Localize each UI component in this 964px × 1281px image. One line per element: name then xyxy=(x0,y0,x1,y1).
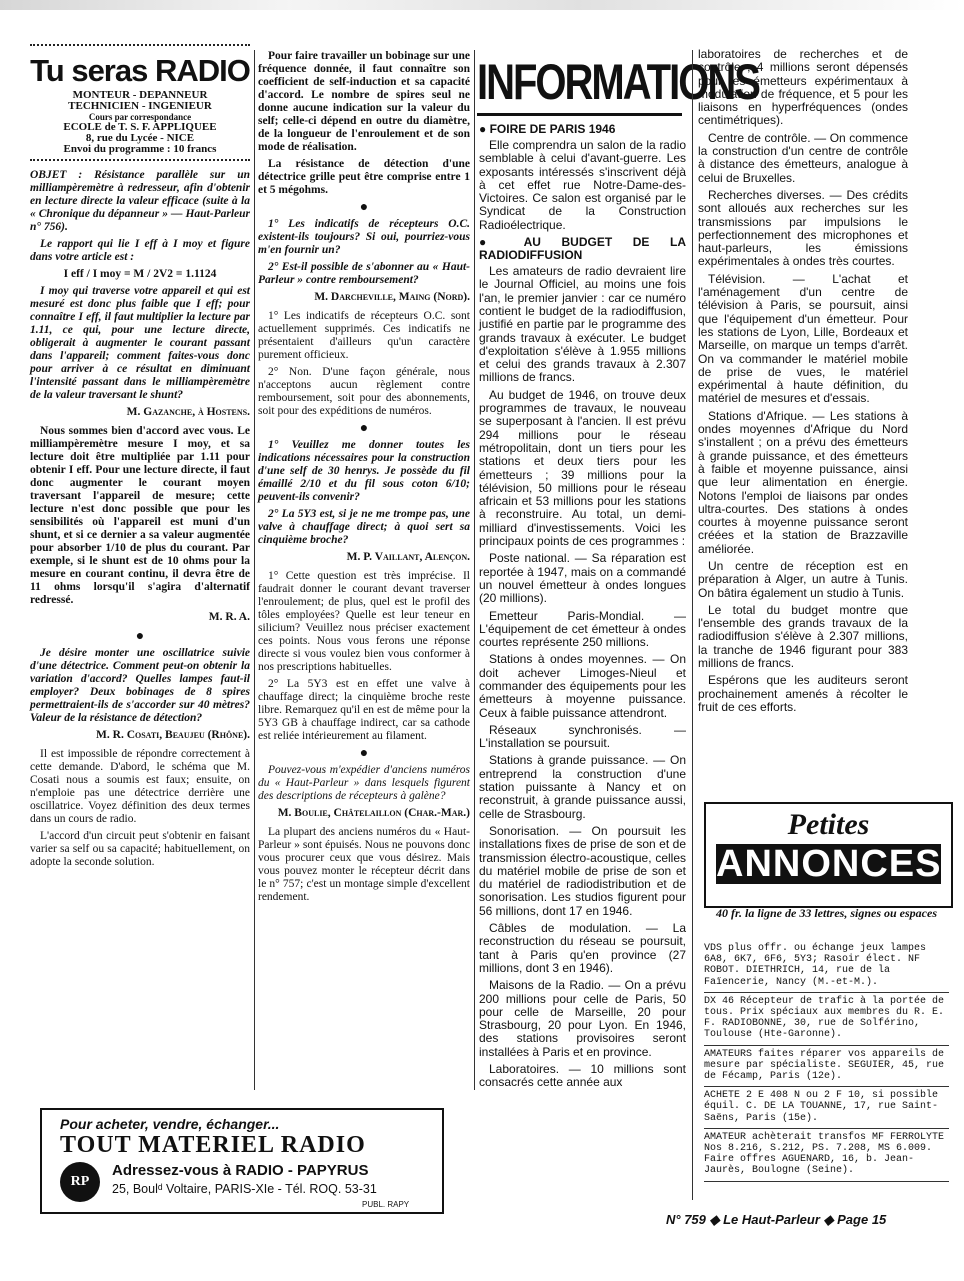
ad-credit: PUBL. RAPY xyxy=(362,1200,410,1209)
divider xyxy=(30,159,250,165)
column-4 xyxy=(698,48,908,718)
scan-top-edge xyxy=(0,0,964,10)
signature: M. R. Cosati, Beaujeu (Rhône). xyxy=(96,729,250,741)
news-heading: ● FOIRE DE PARIS 1946 xyxy=(479,122,616,136)
classified-ad: ACHETE 2 E 408 N ou 2 F 10, si possible équil. C. DE LA TOUANNE, 17, rue Saint-Saëns, Paris (15e). xyxy=(704,1087,949,1129)
classifieds-script-title: Petites xyxy=(787,808,870,841)
section-headline: INFORMATIONS xyxy=(477,55,759,110)
signature: M. P. Vaillant, Alençon. xyxy=(346,551,470,563)
question-text: I moy qui traverse votre appareil et qui est mesuré est donc plus faible que I eff; pour connaître I eff, il faut multiplier la lecture par 1.11, ce qui, pour une lecture directe, obligerait à augmenter le courant passant dans l'appareil; comment faites-vous donc pour arriver à ce résultat en diminuant l'intensité passant dans le milliampèremètre de la valeur traversant le shunt? xyxy=(30,285,250,401)
answer-text: Pour faire travailler un bobinage sur une fréquence donnée, il faut connaître son coefficient de self-induction et sa capacité d'accord. Le nombre de spires seul ne donne aucune indication sur la valeur du self; celle-ci dépend en outre du diamètre, de la longueur de l'enroulement et de son mode de réalisation. xyxy=(258,50,470,153)
classified-ad: DX 46 Récepteur de trafic à la portée de tous. Prix spéciaux aux membres du R. E. F. RADIOBONNE, 30, rue de Solférino, Toulouse (Hte-Garonne). xyxy=(704,993,949,1046)
page-footer: N° 759 ◆ Le Haut-Parleur ◆ Page 15 xyxy=(666,1212,887,1227)
classifieds-title: ANNONCES xyxy=(716,843,942,885)
news-text: Poste national. — Sa réparation est reportée à 1947, mais on a commandé un nouvel émetteur à ondes longues (20 millions). xyxy=(479,551,686,606)
ad-line: Envoi du programme : 10 francs xyxy=(63,143,217,155)
question-text: 1° Les indicatifs de récepteurs O.C. existent-ils toujours? Si oui, pourriez-vous m'en fournir un? xyxy=(258,218,470,256)
news-text: Les amateurs de radio devraient lire le Journal Officiel, au moins une fois l'an, le premier janvier : car ce numéro contient le budget de la radiodiffusion, justifié en partie par le programme des grands travaux à exécuter. Le budget d'exploitation s'élève à 1.955 millions et celui des grands travaux à 2.307 millions de francs. xyxy=(479,264,686,385)
answer-text: 2° La 5Y3 est en effet une valve à chauffage direct; la cinquième broche reste libre. Remarquez qu'il en est de même pour la 5Y3 GB à chauffage indirect, car sa cathode est reliée intérieurement au filament. xyxy=(258,678,470,742)
ad-headline: TOUT MATERIEL RADIO xyxy=(60,1132,366,1158)
news-text: Sonorisation. — On poursuit les installations fixes de prise de son et de transmission électro-acoustique, celles du matériel mobile de prise de son et du matériel de radiodistribution et de sonorisation. Les studios figurent pour 56 millions, dont 17 en 1946. xyxy=(479,823,686,918)
question-text: Pouvez-vous m'expédier d'anciens numéros du « Haut-Parleur » dans lesquels figurent des descriptions de récepteurs à galène? xyxy=(258,764,470,802)
answer-text: Nous sommes bien d'accord avec vous. Le milliampèremètre mesure I moy, et sa lecture doit être multipliée par 1.11 pour obtenir I eff. Pour une lecture directe, il faut donc augmenter le courant moyen traversant l'appareil de mesure; cette lecture n'est donc possible que pour les sensibilités où l'appareil est muni d'un shunt, et si ce dernier a sa valeur augmentée pour absorber 1/10 de plus du courant. Par exemple, si le shunt est de 10 ohms pour la mesure en courant continu, il devra être de 11 ohms lorsqu'il s'agira d'alternatif redressé. xyxy=(30,425,250,606)
news-text: Au budget de 1946, on trouve deux programmes de travaux, le nouveau se superposant à l'ancien. Il est prévu 294 millions pour le réseau métropolitain, dont un tiers pour les stations et deux tiers pour les émetteurs ; 39 millions pour la télévision, 50 millions pour le réseau africain et 53 millions pour les stations à reconstruire. Au total, un demi-milliard d'investissements. Voici les principaux points de ces programmes : xyxy=(479,387,686,549)
radio-papyrus-ad xyxy=(40,1108,444,1214)
ad-line: MONTEUR - DEPANNEUR xyxy=(72,89,208,101)
ad-line: ECOLE de T. S. F. APPLIQUEE xyxy=(63,121,217,133)
ad-address: 25, Boulᵈ Voltaire, PARIS-XIe - Tél. ROQ. 53-31 xyxy=(112,1182,377,1196)
news-text: Le total du budget montre que l'ensemble des grands travaux de la radiodiffusion s'élève à 2.307 millions, la tranche de 1946 figurant pour 383 millions de francs. xyxy=(698,602,908,671)
news-text: Recherches diverses. — Des crédits sont alloués aux recherches sur les transmissions par impulsions le perfectionnement des microphones et haut-parleurs, les émissions expérimentales à ondes très courtes. xyxy=(698,187,908,269)
answer-text: L'accord d'un circuit peut s'obtenir en faisant varier sa self ou sa capacité; habituellement, on adopte la seconde solution. xyxy=(30,830,250,868)
question-text: OBJET : Résistance parallèle sur un milliampèremètre à redresseur, afin d'obtenir en lecture directe la valeur efficace (suite à la « Chronique du dépanneur » — Haut-Parleur n° 756). xyxy=(30,169,250,233)
column-rule xyxy=(254,50,255,1090)
column-1 xyxy=(30,40,250,873)
classifieds-header xyxy=(704,802,953,908)
column-2 xyxy=(258,50,470,908)
news-text: Réseaux synchronisés. — L'installation se poursuit. xyxy=(479,722,686,751)
separator-dot: ● xyxy=(135,629,145,644)
classifieds-rate: 40 fr. la ligne de 33 lettres, signes ou espaces xyxy=(716,906,937,920)
ad-tagline: Pour acheter, vendre, échanger... xyxy=(60,1116,280,1132)
question-text: 2° La 5Y3 est, si je ne me trompe pas, une valve à chauffage direct; à quoi sert sa cinquième broche? xyxy=(258,508,470,546)
ad-title: Tu seras RADIO xyxy=(30,53,250,88)
column-rule xyxy=(692,50,693,1200)
news-text: Emetteur Paris-Mondial. — L'équipement de cet émetteur à ondes courtes représente 250 millions. xyxy=(479,608,686,650)
divider xyxy=(30,44,250,50)
question-text: Le rapport qui lie I eff à I moy et figure dans votre article est : xyxy=(30,238,250,263)
column-rule xyxy=(474,50,475,1090)
news-text: Laboratoires. — 10 millions sont consacrés cette année aux xyxy=(479,1062,686,1090)
question-text: Je désire monter une oscillatrice suivie d'une détectrice. Comment peut-on obtenir la variation d'accord? Quelles lampes faut-il employer? Deux bobinages de 8 spires permettraient-ils de s'accorder sur 40 mètres? Valeur de la résistance de détection? xyxy=(30,647,250,724)
ad-logo: RP xyxy=(60,1162,100,1202)
signature: M. R. A. xyxy=(208,611,250,623)
news-text: Télévision. — L'achat et l'aménagement d'un centre de télévision à Paris, se poursuit, ainsi que l'équipement d'un émetteur. Pour les stations de Lyon, Lille, Bordeaux et Marseille, on marque un temps d'arrêt. On va commander le matériel mobile de prise de vues, le matériel expérimental à haute définition, du matériel de mesures et d'essais. xyxy=(698,271,908,406)
separator-dot: ● xyxy=(359,746,369,761)
news-text: Stations à ondes moyennes. — On doit achever Limoges-Nieul et commander des équipements pour les émetteurs à moyenne puissance. Ceux à faible puissance attendront. xyxy=(479,652,686,720)
news-text: Espérons que les auditeurs seront prochainement amenés à récolter le fruit de ces efforts. xyxy=(698,673,908,714)
signature: M. Gazanche, à Hostens. xyxy=(126,406,250,418)
school-ad xyxy=(30,54,250,155)
separator-dot: ● xyxy=(359,200,369,215)
answer-text: 1° Les indicatifs de récepteurs O.C. sont actuellement supprimés. Ces indicatifs ne présentaient d'ailleurs qu'un caractère purement officieux. xyxy=(258,310,470,361)
question-text: 2° Est-il possible de s'abonner au « Haut-Parleur » contre remboursement? xyxy=(258,261,470,286)
signature: M. Boulie, Châtelaillon (Char.-Mar.) xyxy=(277,807,470,819)
signature: M. Darcheville, Maing (Nord). xyxy=(314,291,470,303)
news-text: laboratoires de recherches et de contrôle ; 4 millions seront dépensés pour les émetteurs expérimentaux à modulation de fréquence, et 5 pour les liaisons en hyperfréquences (ondes centimétriques). xyxy=(698,47,908,128)
ad-line: 8, rue du Lycée - NICE xyxy=(85,132,195,144)
news-text: Centre de contrôle. — On commence la construction d'un centre de contrôle à distance des émetteurs, analogue à celui de Bruxelles. xyxy=(698,130,908,185)
ad-line: Cours par correspondance xyxy=(88,112,192,122)
news-text: Stations d'Afrique. — Les stations à ondes moyennes d'Afrique du Nord s'installent ; on a prévu des émetteurs à grande puissance, et des émetteurs à faible et moyenne puissance, ainsi que leur alimentation en énergie. Notons l'emploi de liaisons par ondes ultra-courtes. Des stations à ondes courtes à moyenne puissance seront créées et la station de Brazzaville améliorée. xyxy=(698,408,908,556)
answer-text: 2° Non. D'une façon générale, nous n'acceptons aucun règlement contre remboursement, soit pour des abonnements, soit pour des expéditions de numéros. xyxy=(258,366,470,417)
answer-text: Il est impossible de répondre correctement à cette demande. D'abord, le schéma que M. Cosati nous a soumis est faux; ensuite, on n'emploie pas une détectrice derrière une oscillatrice. Voyez définition des deux termes dans un cours de radio. xyxy=(30,748,250,825)
classified-ad: VDS plus offr. ou échange jeux lampes 6A8, 6K7, 6F6, 5Y3; Rasoir élect. NF ROBOT. DIETHRICH, 14, rue de la Faïencerie, Nancy (M.-et-M.). xyxy=(704,940,949,993)
headline-rule xyxy=(477,113,682,116)
news-text: Stations à grande puissance. — On entreprend la construction d'une station puissante à Nancy et on reconstruit, à grande puissance aussi, celle de Strasbourg. xyxy=(479,753,686,821)
news-text: Câbles de modulation. — La reconstruction du réseau se poursuit, tant à Paris qu'en province (27 millions, dont 3 en 1946). xyxy=(479,921,686,975)
news-text: Maisons de la Radio. — On a prévu 200 millions pour celle de Paris, 50 pour celle de Marseille, 20 pour Strasbourg, 20 pour Lyon. En 1946, des stations provisoires seront installées à Paris et en province. xyxy=(479,978,686,1059)
ad-address-title: Adressez-vous à RADIO - PAPYRUS xyxy=(112,1162,369,1179)
news-text: Elle comprendra un salon de la radio semblable à celui d'avant-guerre. Les exposants intéressés s'inscrivent déjà à cet effet rue Notre-Dame-des-Victoires. Ce salon est organisé par le Syndicat de la Construction Radioélectrique. xyxy=(479,138,686,232)
formula: I eff / I moy = M / 2V2 = 1.1124 xyxy=(63,268,217,280)
news-heading: ● AU BUDGET DE LA RADIODIFFUSION xyxy=(479,235,686,263)
ad-line: TECHNICIEN - INGENIEUR xyxy=(68,100,212,112)
column-3 xyxy=(479,120,686,1094)
separator-dot: ● xyxy=(359,421,369,436)
answer-text: La résistance de détection d'une détectrice grille peut être comprise entre 1 et 5 mégohms. xyxy=(258,158,470,196)
classified-ad: AMATEURS faites réparer vos appareils de mesure par spécialiste. SEGUIER, 45, rue de Fécamp, Paris (12e). xyxy=(704,1046,949,1088)
answer-text: 1° Cette question est très imprécise. Il faudrait donner le courant devant traverser l'enroulement; de plus, quel est le profil des tôles employées? Quelle est leur teneur en silicium? Veuillez nous préciser exactement ces points. Nous vous ferons une réponse directe si vous voulez bien vous conformer à nos prescriptions habituelles. xyxy=(258,570,470,673)
answer-text: La plupart des anciens numéros du « Haut-Parleur » sont épuisés. Nous ne pouvons donc vous procurer ceux que vous désirez. Mais vous pouvez monter le récepteur décrit dans le n° 757; c'est un montage simple d'excellent rendement. xyxy=(258,826,470,903)
news-text: Un centre de réception est en préparation à Alger, un autre à Tunis. On bâtira également un studio à Tunis. xyxy=(698,558,908,600)
classified-ad: AMATEUR achèterait transfos MF FERROLYTE Nos 8.216, S.212, PS. 7.208, MS 6.009. Faire offres AGUENARD, 16, b. Jean-Jaurès, Boulogne (Seine). xyxy=(704,1129,949,1182)
question-text: 1° Veuillez me donner toutes les indications nécessaires pour la construction d'une self de 30 henrys. Je possède du fil émaillé 2/10 et du fil sous coton 6/10; peuvent-ils convenir? xyxy=(258,439,470,503)
classifieds-list xyxy=(704,940,949,1182)
